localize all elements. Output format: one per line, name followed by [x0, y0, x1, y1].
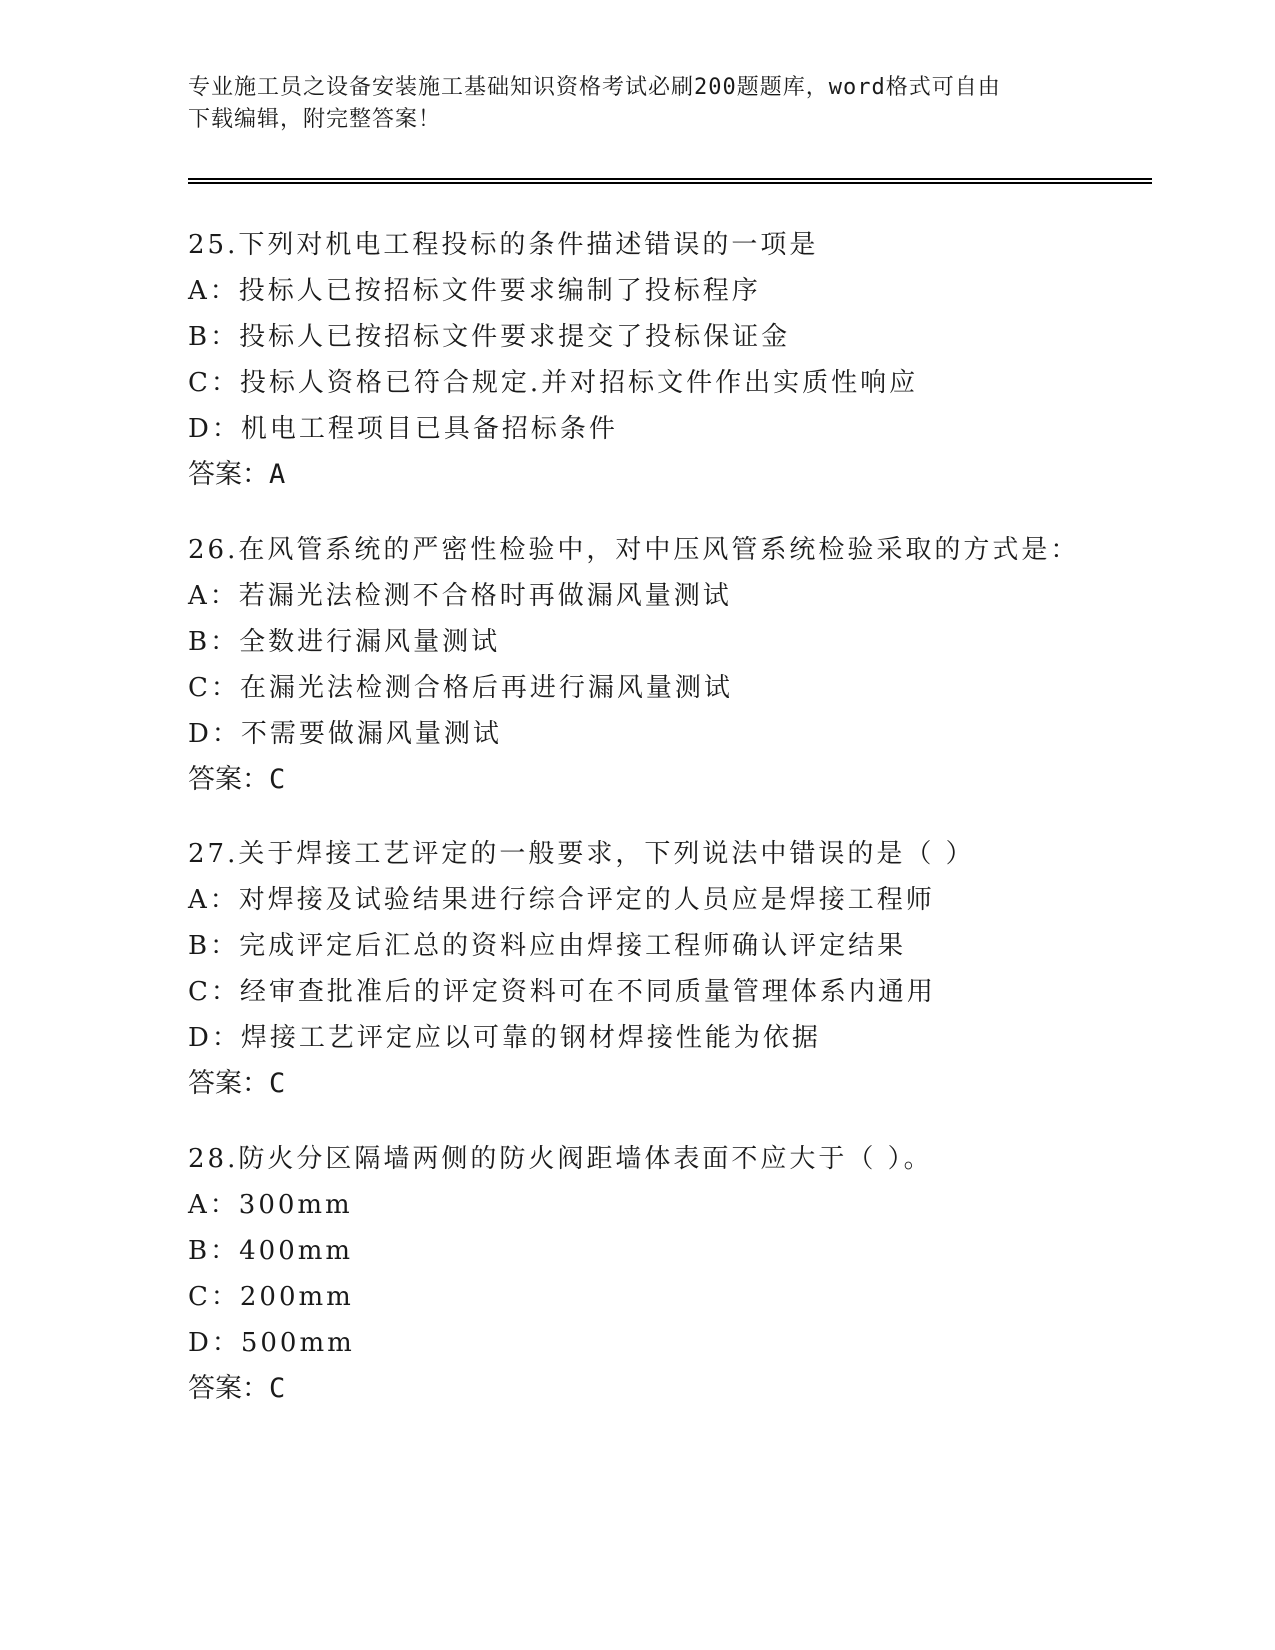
answer-line: [188, 757, 1148, 803]
answer-value: C: [269, 764, 286, 795]
option-d: D：机电工程项目已具备招标条件: [188, 414, 618, 444]
document-header: [188, 72, 1088, 136]
answer-label: 答案：: [188, 764, 269, 795]
option-c: C：经审查批准后的评定资料可在不同质量管理体系内通用: [188, 977, 936, 1007]
option-a: A：300mm: [188, 1190, 353, 1220]
option-a: A：对焊接及试验结果进行综合评定的人员应是焊接工程师: [188, 885, 935, 915]
question-stem: 27.关于焊接工艺评定的一般要求，下列说法中错误的是（ ）: [188, 839, 975, 869]
question-stem: 25.下列对机电工程投标的条件描述错误的一项是: [188, 230, 819, 260]
header-divider: [188, 178, 1152, 184]
option-d: D：焊接工艺评定应以可靠的钢材焊接性能为依据: [188, 1023, 821, 1053]
answer-line: [188, 1366, 1148, 1412]
answer-line: [188, 1061, 1148, 1107]
header-line-2: 下载编辑，附完整答案！: [188, 107, 442, 132]
option-d: D：不需要做漏风量测试: [188, 719, 502, 749]
question-block: [188, 222, 1148, 498]
question-block: [188, 527, 1148, 803]
option-c: C：200mm: [188, 1282, 354, 1312]
answer-line: [188, 452, 1148, 498]
option-a: A：若漏光法检测不合格时再做漏风量测试: [188, 581, 732, 611]
answer-label: 答案：: [188, 459, 269, 490]
option-c: C：投标人资格已符合规定.并对招标文件作出实质性响应: [188, 368, 919, 398]
answer-value: C: [269, 1373, 286, 1404]
option-b: B：完成评定后汇总的资料应由焊接工程师确认评定结果: [188, 931, 907, 961]
answer-value: C: [269, 1068, 286, 1099]
option-d: D：500mm: [188, 1328, 355, 1358]
question-block: [188, 1136, 1148, 1412]
question-stem: 26.在风管系统的严密性检验中，对中压风管系统检验采取的方式是：: [188, 535, 1080, 565]
option-c: C：在漏光法检测合格后再进行漏风量测试: [188, 673, 733, 703]
answer-label: 答案：: [188, 1068, 269, 1099]
question-block: [188, 831, 1148, 1107]
option-b: B：投标人已按招标文件要求提交了投标保证金: [188, 322, 791, 352]
answer-value: A: [269, 459, 286, 490]
option-b: B：全数进行漏风量测试: [188, 627, 501, 657]
option-b: B：400mm: [188, 1236, 354, 1266]
answer-label: 答案：: [188, 1373, 269, 1404]
option-a: A：投标人已按招标文件要求编制了投标程序: [188, 276, 761, 306]
question-stem: 28.防火分区隔墙两侧的防火阀距墙体表面不应大于（ ）。: [188, 1144, 933, 1174]
header-line-1: 专业施工员之设备安装施工基础知识资格考试必刷200题题库，word格式可自由: [188, 75, 1001, 100]
